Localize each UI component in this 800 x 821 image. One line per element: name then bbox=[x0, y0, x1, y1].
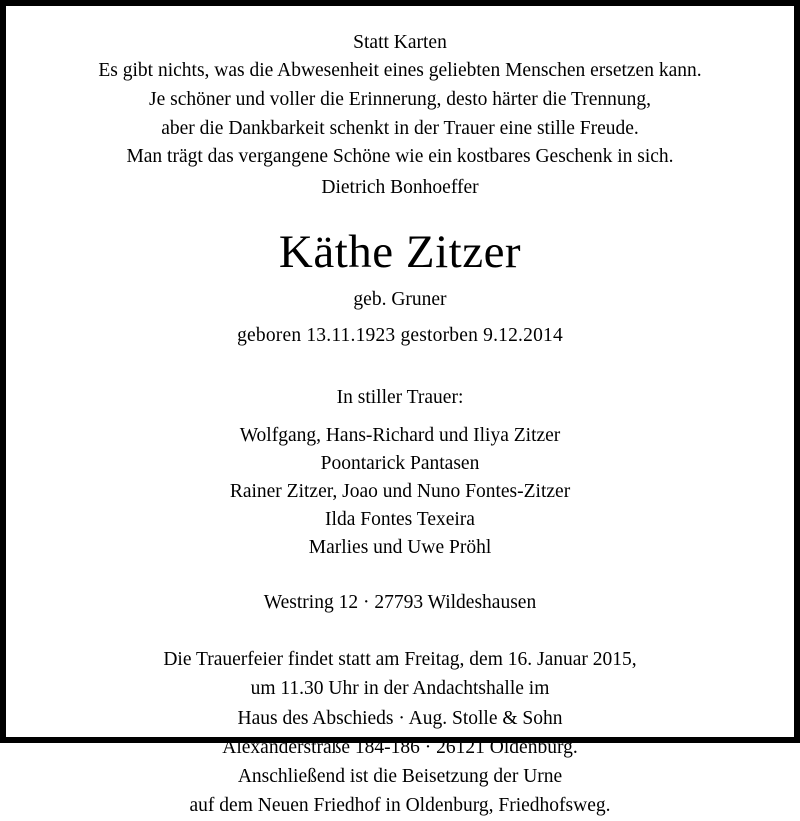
ceremony-line: Haus des Abschieds · Aug. Stolle & Sohn bbox=[237, 707, 563, 729]
mourner-line: Rainer Zitzer, Joao und Nuno Fontes-Zitzer bbox=[229, 481, 571, 503]
mourner-line: Marlies und Uwe Pröhl bbox=[308, 536, 492, 558]
mourner-line: Wolfgang, Hans-Richard und Iliya Zitzer bbox=[239, 425, 561, 447]
maiden-name: geb. Gruner bbox=[353, 288, 447, 310]
poem-line: aber die Dankbarkeit schenkt in der Trauer eine stille Freude. bbox=[161, 117, 639, 139]
mourners-list bbox=[34, 422, 766, 561]
family-address: Westring 12 · 27793 Wildeshausen bbox=[263, 591, 537, 613]
poem-author: Dietrich Bonhoeffer bbox=[321, 176, 479, 198]
deceased-name: Käthe Zitzer bbox=[278, 226, 522, 279]
ceremony-line: Anschließend ist die Beisetzung der Urne bbox=[237, 766, 563, 788]
ceremony-line: um 11.30 Uhr in der Andachtshalle im bbox=[250, 678, 550, 700]
mourner-line: Ilda Fontes Texeira bbox=[325, 509, 475, 531]
ceremony-details bbox=[34, 645, 766, 821]
poem bbox=[34, 57, 766, 172]
poem-line: Es gibt nichts, was die Abwesenheit eines geliebten Menschen ersetzen kann. bbox=[98, 60, 702, 82]
birth-death-dates: geboren 13.11.1923 gestorben 9.12.2014 bbox=[237, 325, 563, 346]
ceremony-line: auf dem Neuen Friedhof in Oldenburg, Friedhofsweg. bbox=[189, 795, 611, 817]
intro-heading: Statt Karten bbox=[353, 32, 447, 53]
poem-line: Man trägt das vergangene Schöne wie ein kostbares Geschenk in sich. bbox=[126, 146, 674, 168]
mourning-heading: In stiller Trauer: bbox=[336, 387, 464, 409]
poem-line: Je schöner und voller die Erinnerung, desto härter die Trennung, bbox=[148, 88, 651, 110]
ceremony-line: Die Trauerfeier findet statt am Freitag, dem 16. Januar 2015, bbox=[163, 649, 637, 671]
mourner-line: Poontarick Pantasen bbox=[320, 453, 480, 475]
ceremony-line: Alexanderstraße 184-186 · 26121 Oldenburg. bbox=[222, 736, 578, 758]
